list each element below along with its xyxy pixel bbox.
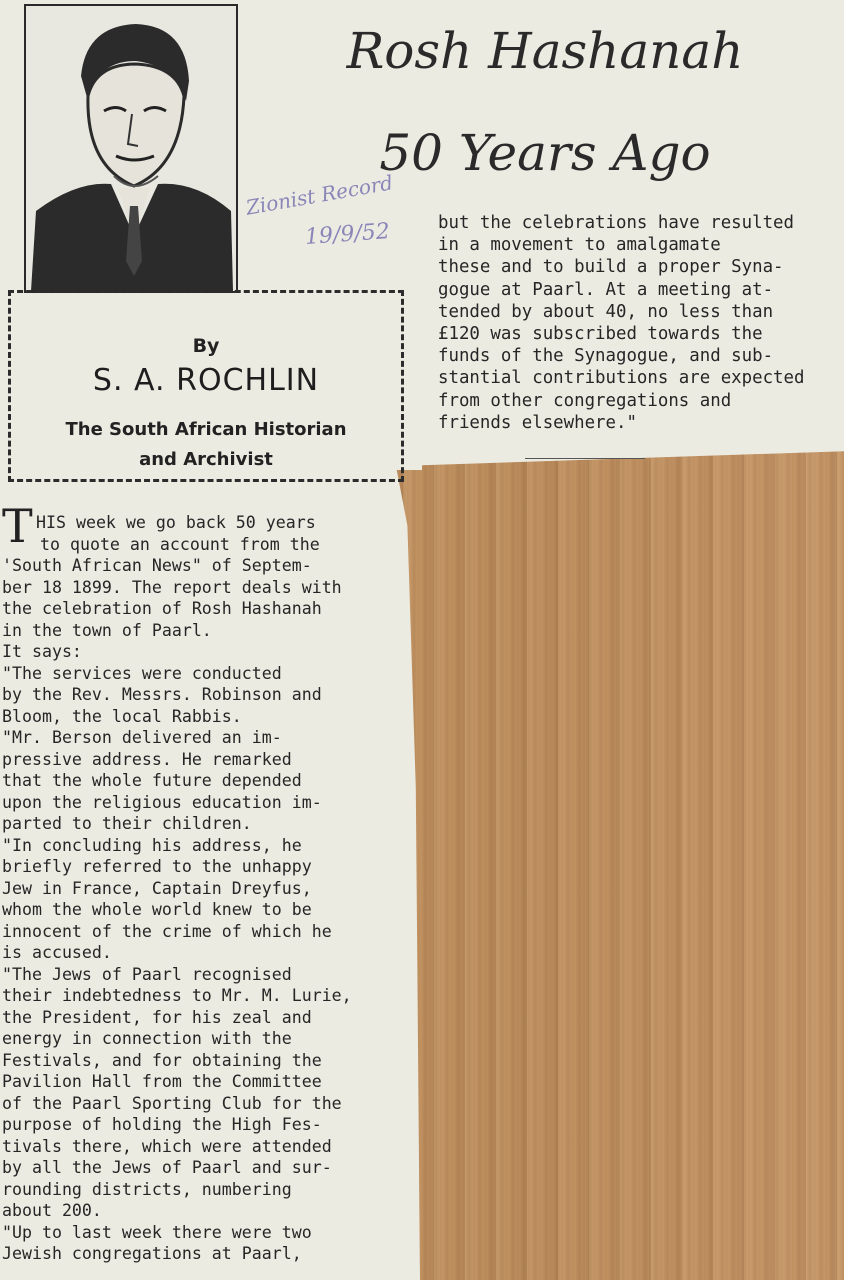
article-line: rounding districts, numbering <box>2 1179 292 1199</box>
byline-role-line-1: The South African Historian <box>65 419 347 440</box>
article-line: these and to build a proper Syna- <box>438 257 784 278</box>
article-line: gogue at Paarl. At a meeting at- <box>438 279 774 300</box>
article-line: 'South African News" of Septem- <box>2 556 312 575</box>
article-line: to quote an account from the <box>40 534 320 554</box>
headline-line-2: 50 Years Ago <box>379 124 711 182</box>
article-line: funds of the Synagogue, and sub- <box>438 346 774 367</box>
article-line: from other congregations and <box>438 390 732 411</box>
article-line: of the Paarl Sporting Club for the <box>2 1093 342 1113</box>
article-line: ber 18 1899. The report deals with <box>2 577 342 597</box>
article-line: is accused. <box>2 943 112 962</box>
article-right-column <box>438 212 804 434</box>
article-line: "Mr. Berson delivered an im- <box>2 728 282 747</box>
article-line: parted to their children. <box>2 814 252 833</box>
article-line: about 200. <box>2 1201 102 1220</box>
article-line: Festivals, and for obtaining the <box>2 1050 322 1070</box>
portrait-illustration <box>26 6 236 291</box>
article-left-column <box>2 512 352 1265</box>
handwritten-source-note: Zionist Record <box>244 170 395 220</box>
article-line: whom the whole world knew to be <box>2 900 312 919</box>
article-line: energy in connection with the <box>2 1029 292 1048</box>
handwritten-date-note: 19/9/52 <box>304 219 391 250</box>
article-line: the celebration of Rosh Hashanah <box>2 599 322 618</box>
author-portrait <box>24 4 238 293</box>
article-line: HIS week we go back 50 years <box>36 513 316 532</box>
headline-line-1: Rosh Hashanah <box>346 22 744 80</box>
article-line: Bloom, the local Rabbis. <box>2 706 242 726</box>
article-line: pressive address. He remarked <box>2 749 292 769</box>
byline-role-line-2: and Archivist <box>139 449 273 470</box>
article-line: "Up to last week there were two <box>2 1222 312 1242</box>
article-line: It says: <box>2 642 82 661</box>
article-line: Jewish congregations at Paarl, <box>2 1244 302 1263</box>
article-line: the President, for his zeal and <box>2 1007 312 1027</box>
article-line: Pavilion Hall from the Committee <box>2 1072 322 1091</box>
article-line: stantial contributions are expected <box>438 368 805 389</box>
article-drop-cap: T <box>2 499 33 553</box>
column-end-rule <box>525 458 645 459</box>
article-line: friends elsewhere." <box>438 412 637 433</box>
article-line: in a movement to amalgamate <box>438 235 721 256</box>
article-line: upon the religious education im- <box>2 792 322 812</box>
article-line: "In concluding his address, he <box>2 835 302 855</box>
article-line: briefly referred to the unhappy <box>2 857 312 876</box>
article-line: but the celebrations have resulted <box>438 213 794 233</box>
article-line: "The Jews of Paarl recognised <box>2 964 292 984</box>
byline-author-name: S. A. ROCHLIN <box>92 363 320 398</box>
byline-by: By <box>192 335 220 357</box>
article-line: in the town of Paarl. <box>2 620 212 640</box>
article-line: innocent of the crime of which he <box>2 921 332 941</box>
article-line: £120 was subscribed towards the <box>438 323 763 344</box>
byline-box <box>8 290 404 482</box>
article-line: purpose of holding the High Fes- <box>2 1115 322 1134</box>
article-line: by all the Jews of Paarl and sur- <box>2 1158 332 1177</box>
article-line: Jew in France, Captain Dreyfus, <box>2 878 312 898</box>
article-line: tended by about 40, no less than <box>438 301 774 322</box>
article-line: that the whole future depended <box>2 771 302 790</box>
article-line: by the Rev. Messrs. Robinson and <box>2 685 322 704</box>
article-line: "The services were conducted <box>2 663 282 683</box>
article-line: tivals there, which were attended <box>2 1136 332 1156</box>
article-line: their indebtedness to Mr. M. Lurie, <box>2 986 352 1005</box>
